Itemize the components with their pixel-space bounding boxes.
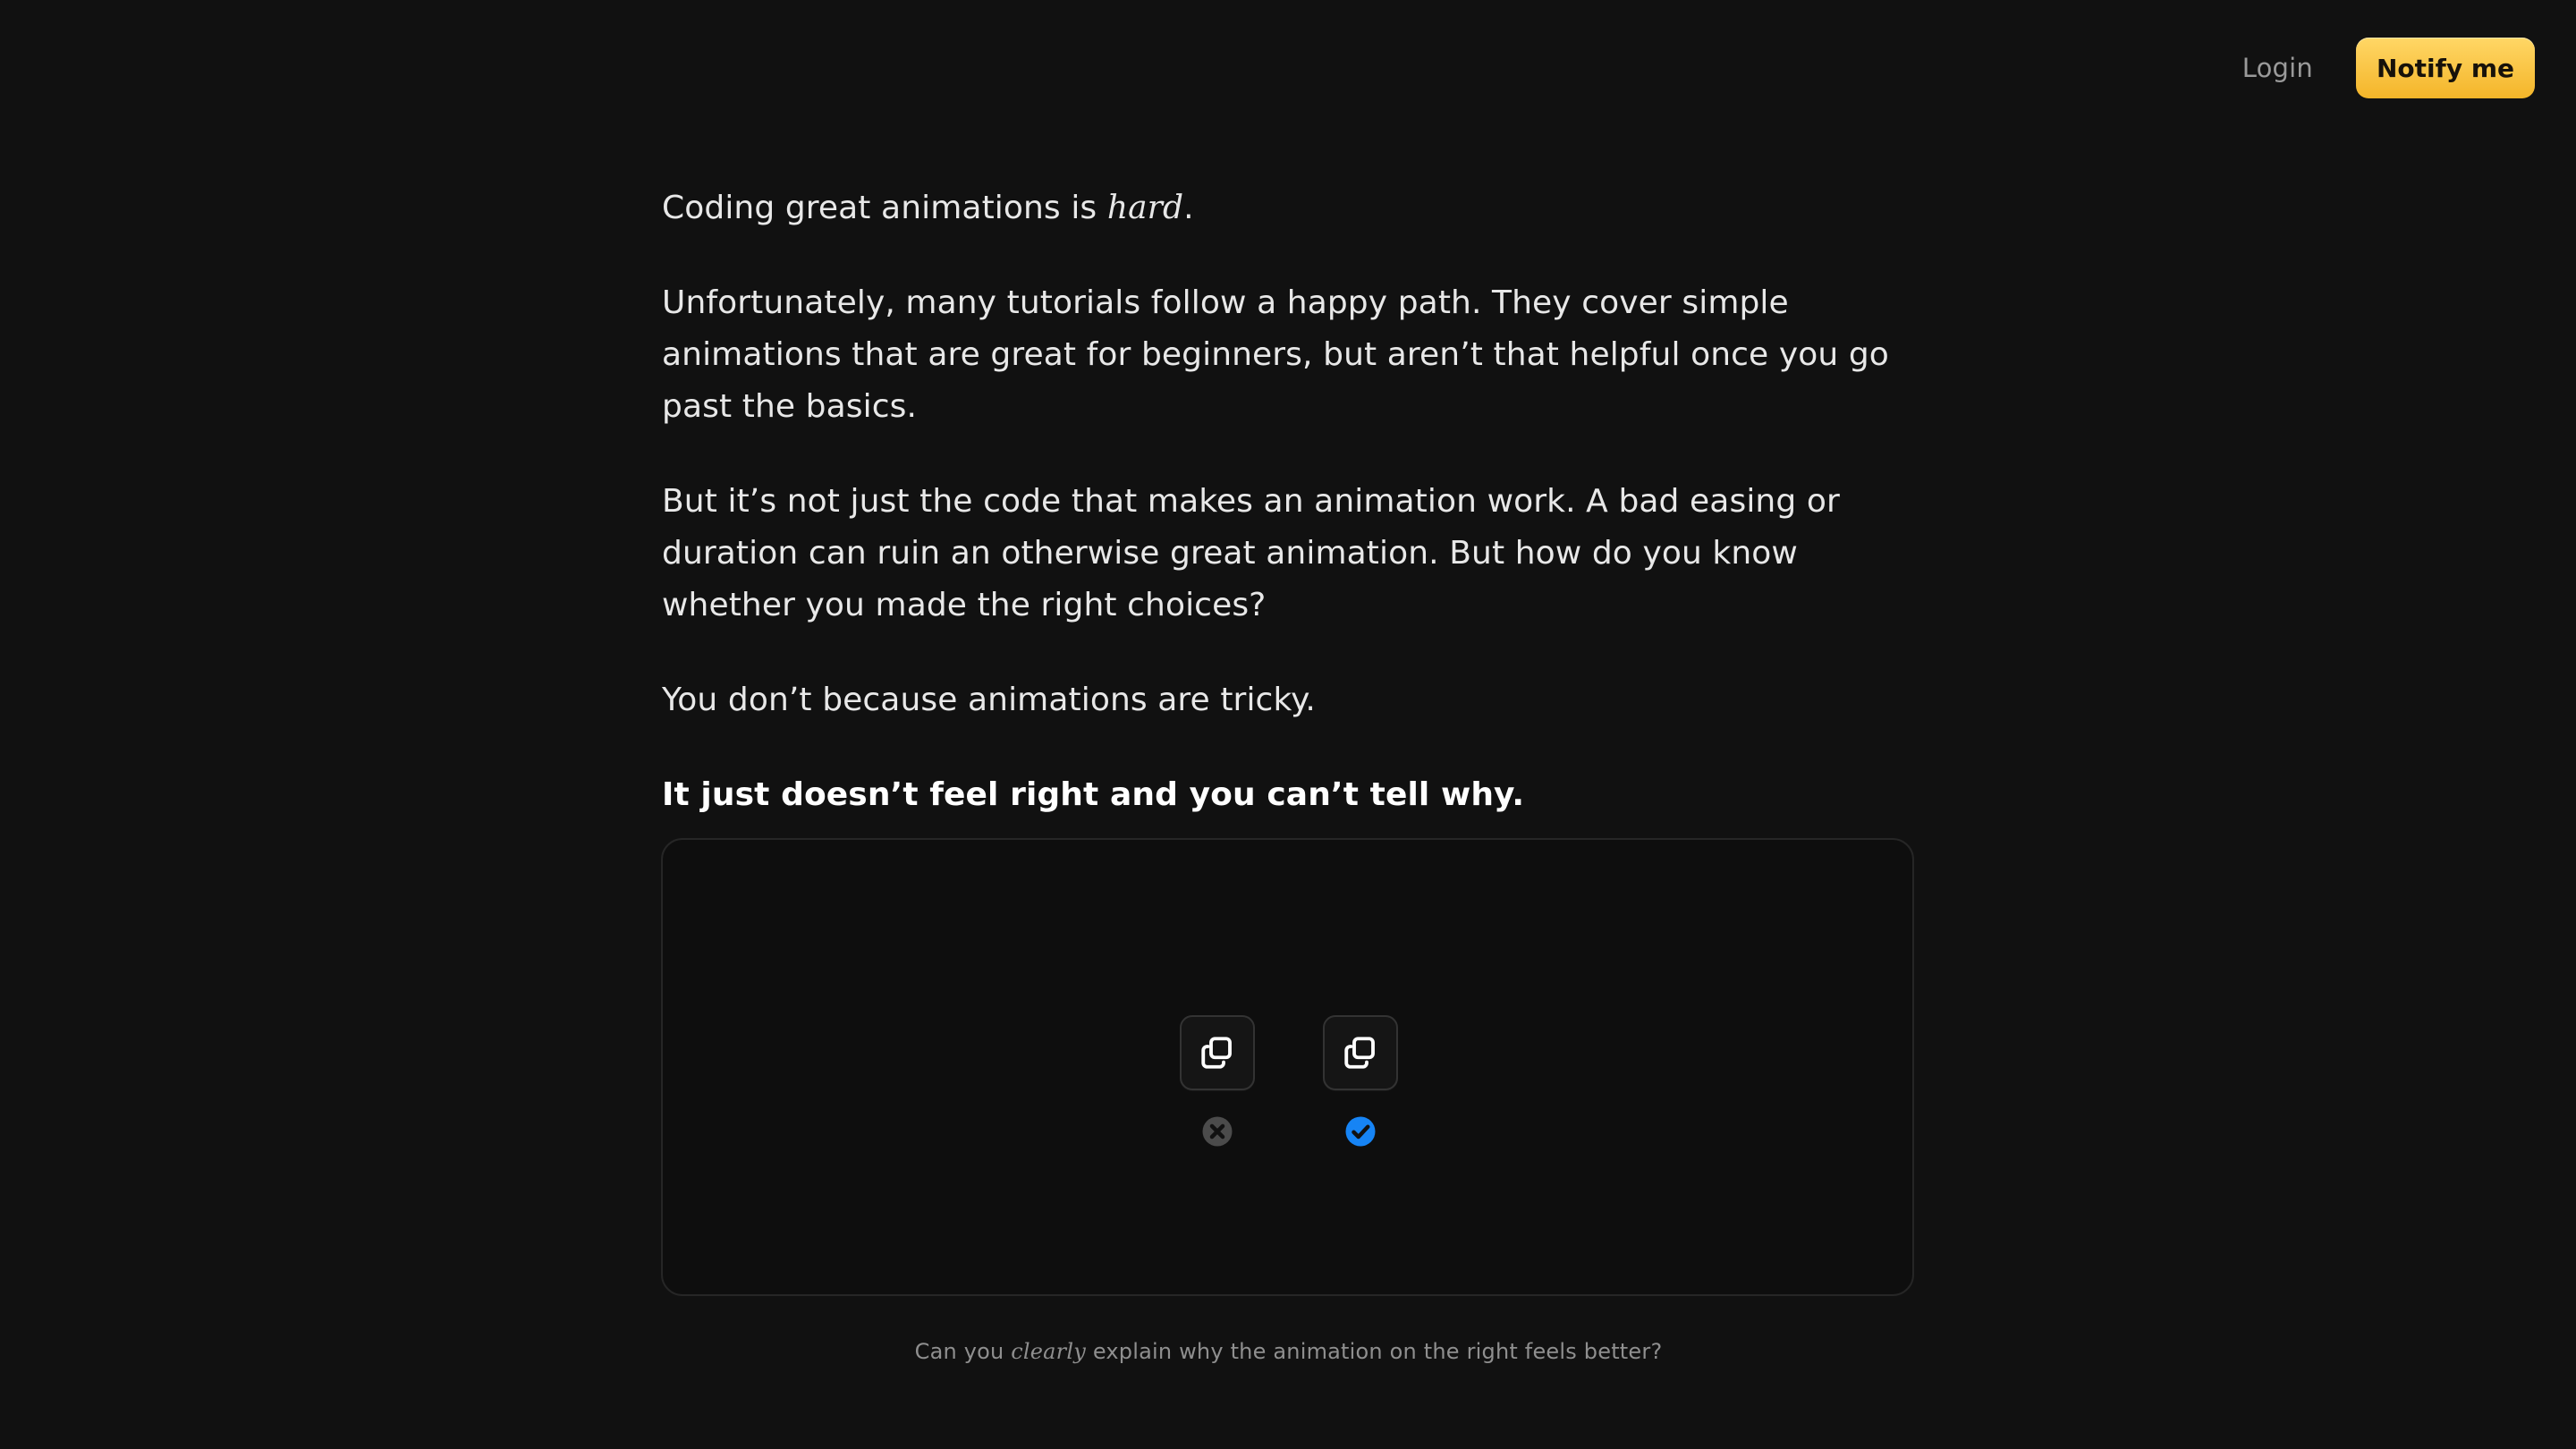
left-copy-button[interactable] (1180, 1015, 1255, 1090)
intro-paragraph (662, 182, 1918, 234)
happy-path-paragraph: Unfortunately, many tutorials follow a happy path. They cover simple animations that are great for beginners, but aren’t that helpful once you go past the basics. (662, 284, 1889, 425)
right-demo-item (1323, 1015, 1398, 1158)
caption-text-end: explain why the animation on the right feels better? (1086, 1339, 1663, 1364)
demo-caption (662, 1339, 1915, 1364)
right-copy-button[interactable] (1323, 1015, 1398, 1090)
login-link[interactable]: Login (2241, 53, 2313, 83)
animation-demo-panel (661, 838, 1914, 1296)
feeling-emphasis-paragraph: It just doesn’t feel right and you can’t tell why. (662, 776, 1525, 813)
check-circle-icon (1344, 1115, 1377, 1148)
article-content (662, 182, 1918, 821)
caption-emphasis-clearly: clearly (1011, 1339, 1086, 1364)
copy-icon (1199, 1034, 1236, 1072)
intro-emphasis-hard: hard (1106, 190, 1184, 226)
intro-text-end: . (1183, 190, 1194, 226)
notify-me-button[interactable]: Notify me (2356, 38, 2535, 98)
copy-icon (1342, 1034, 1379, 1072)
x-circle-icon (1201, 1115, 1233, 1148)
top-navigation (2242, 38, 2535, 98)
caption-text-start: Can you (914, 1339, 1012, 1364)
intro-text-start: Coding great animations is (662, 190, 1107, 226)
animation-choices-paragraph: But it’s not just the code that makes an animation work. A bad easing or duration can ruin an otherwise great animation. But how do you know whether you made the right choices? (662, 483, 1840, 623)
tricky-animations-paragraph: You don’t because animations are tricky. (662, 682, 1316, 718)
left-demo-item (1180, 1015, 1255, 1158)
